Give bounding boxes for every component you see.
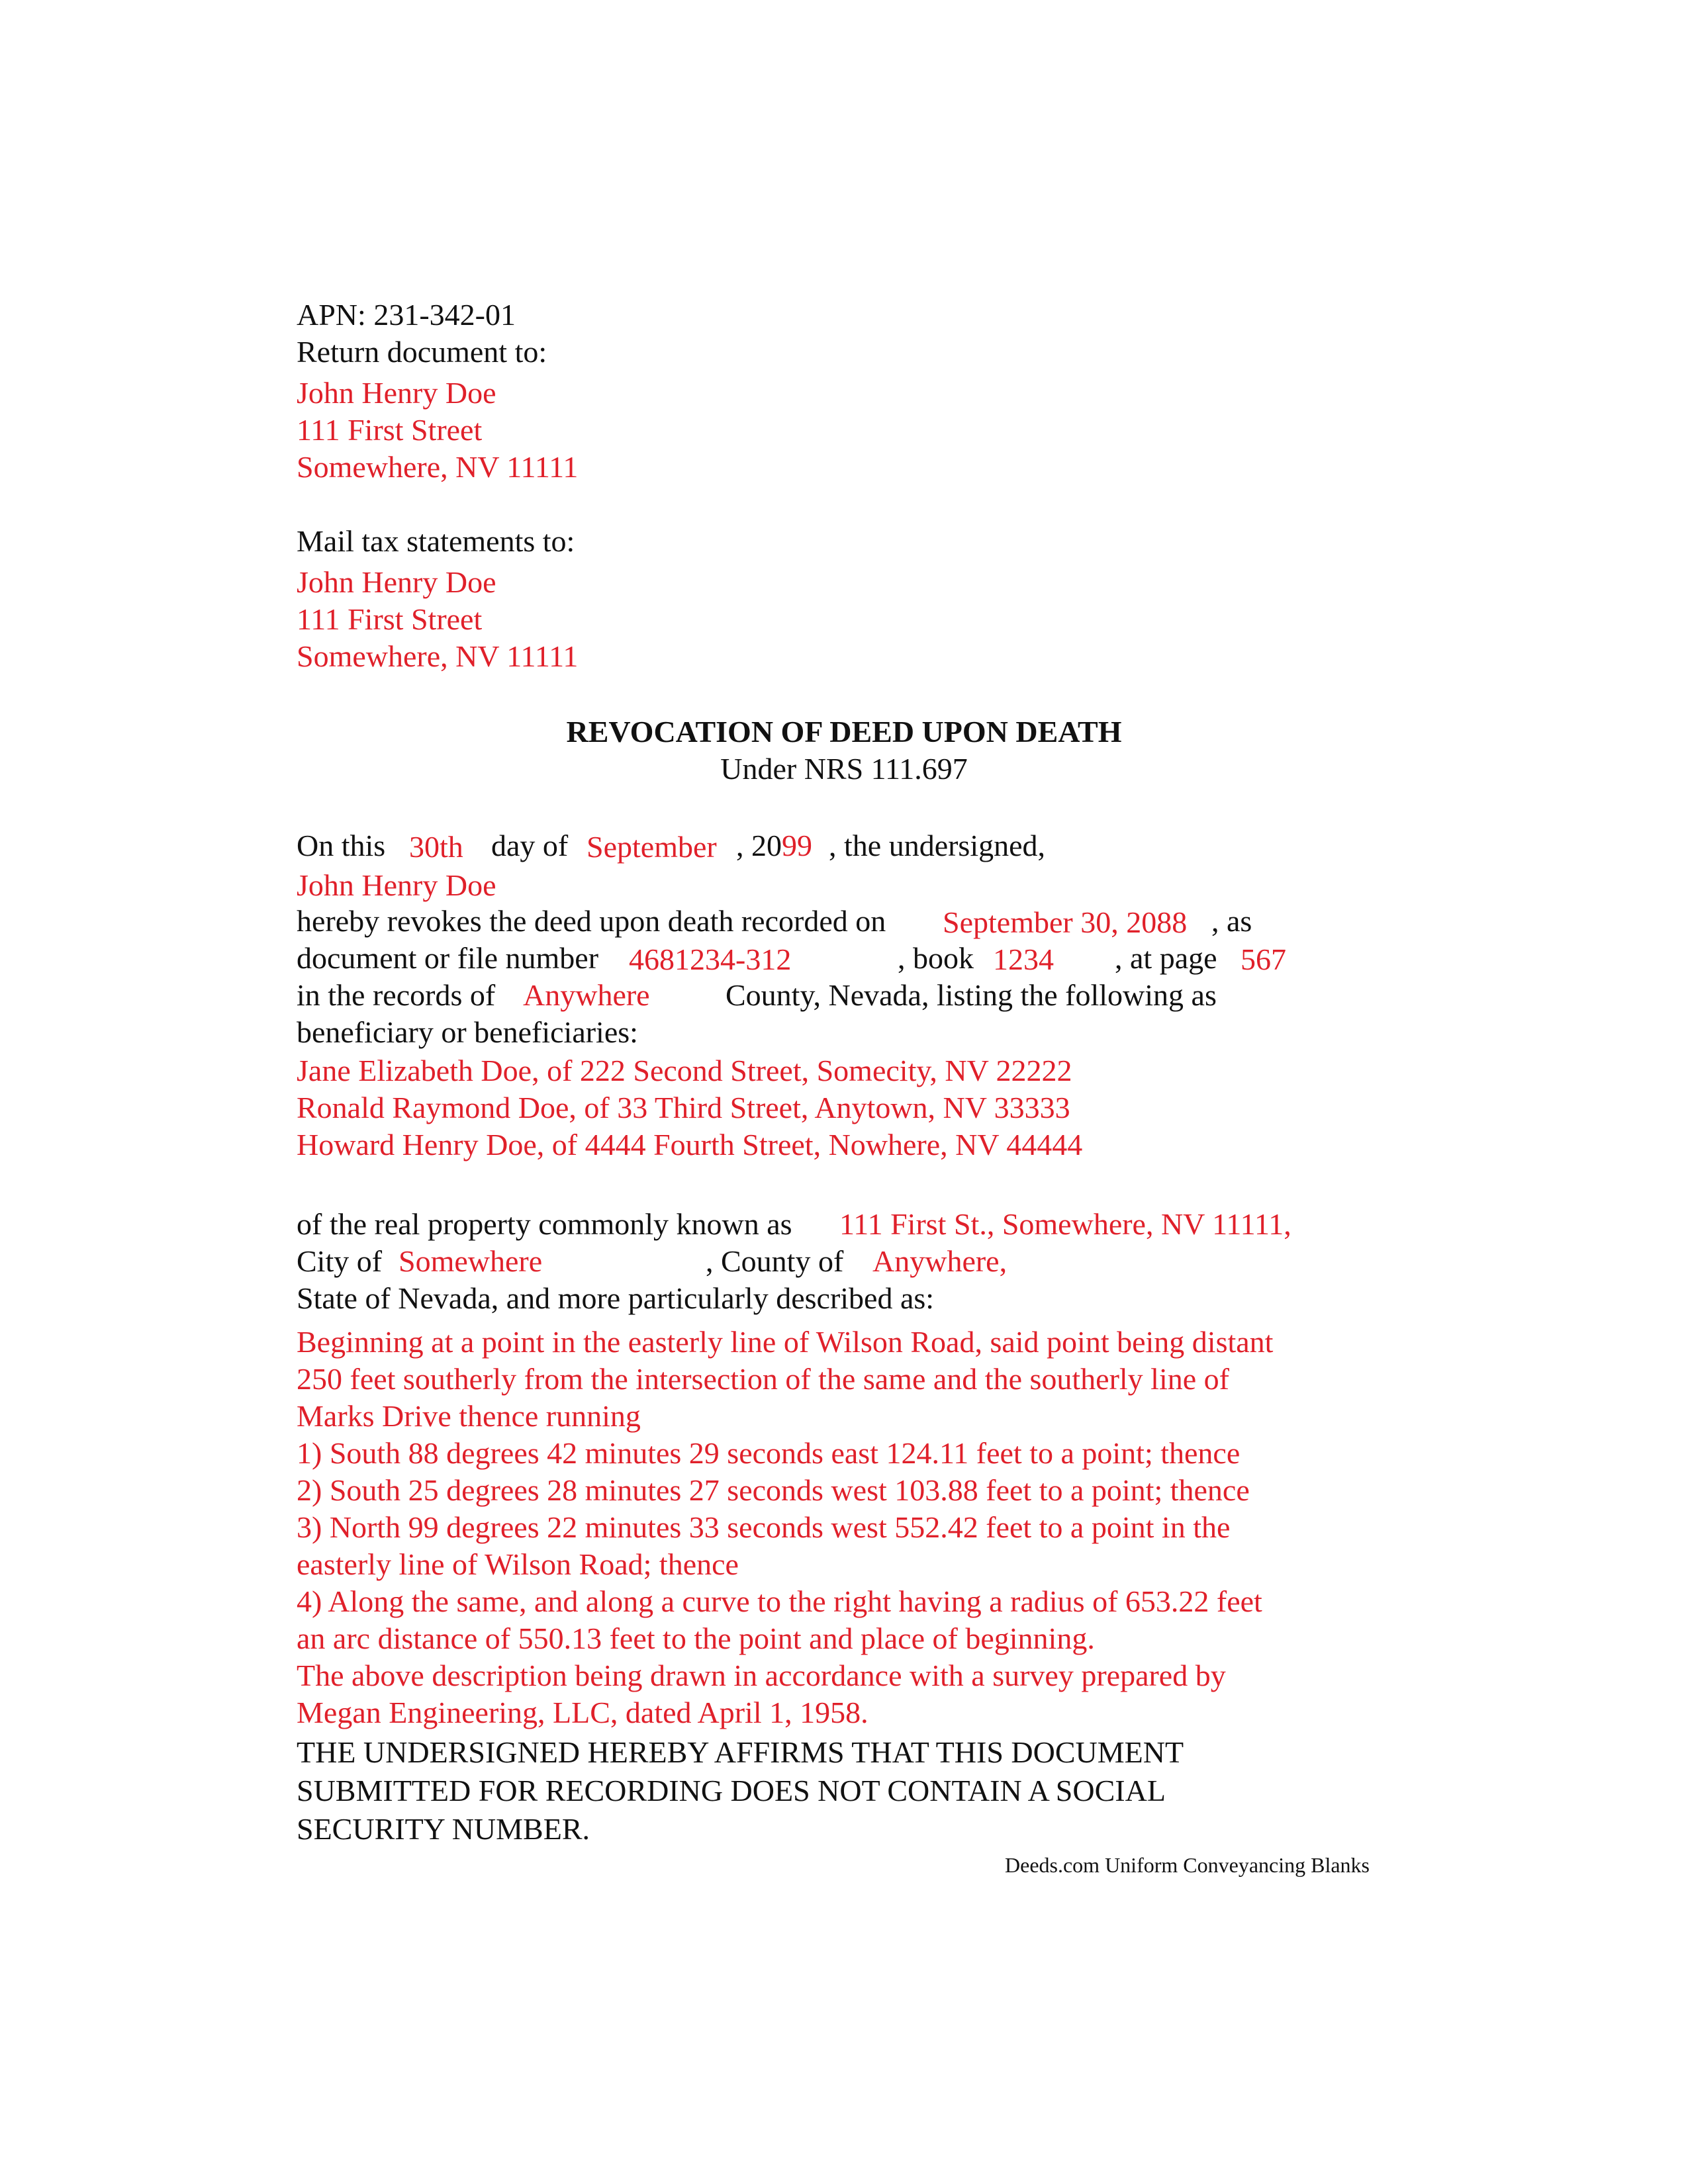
beneficiary-item: Ronald Raymond Doe, of 33 Third Street, Anytown, NV 33333	[297, 1091, 1070, 1124]
page-label: , at page	[1115, 941, 1217, 975]
apn-label: APN:	[297, 298, 366, 332]
affirmation-line: SECURITY NUMBER.	[297, 1812, 590, 1846]
legal-line: Megan Engineering, LLC, dated April 1, 1958.	[297, 1696, 868, 1729]
county-value: Anywhere	[523, 978, 650, 1012]
legal-line: 4) Along the same, and along a curve to the right having a radius of 653.22 feet	[297, 1584, 1262, 1618]
revokes-text: hereby revokes the deed upon death recorded on	[297, 904, 886, 938]
apn-value: 231-342-01	[373, 298, 516, 332]
day-of-label: day of	[491, 829, 569, 862]
day-value: 30th	[409, 830, 463, 864]
year-prefix: , 20	[736, 829, 782, 862]
on-this-label: On this	[297, 829, 386, 862]
county-text: County, Nevada, listing the following as	[726, 978, 1217, 1012]
mail-city: Somewhere, NV 11111	[297, 639, 579, 673]
undersigned-label: , the undersigned,	[829, 829, 1046, 862]
mail-street: 111 First Street	[297, 602, 483, 636]
beneficiary-item: Jane Elizabeth Doe, of 222 Second Street, Somecity, NV 22222	[297, 1054, 1072, 1087]
mail-name: John Henry Doe	[297, 565, 496, 599]
legal-line: Beginning at a point in the easterly line of Wilson Road, said point being distant	[297, 1325, 1274, 1359]
property-label: of the real property commonly known as	[297, 1207, 792, 1241]
footer-text: Deeds.com Uniform Conveyancing Blanks	[1005, 1853, 1370, 1877]
document-title: REVOCATION OF DEED UPON DEATH	[566, 715, 1122, 749]
year-value: 99	[782, 829, 812, 862]
year-line	[736, 827, 812, 864]
affirmation-line: THE UNDERSIGNED HEREBY AFFIRMS THAT THIS DOCUMENT	[297, 1735, 1184, 1769]
affirmation-line: SUBMITTED FOR RECORDING DOES NOT CONTAIN A SOCIAL	[297, 1774, 1166, 1807]
return-name: John Henry Doe	[297, 376, 496, 410]
legal-line: The above description being drawn in accordance with a survey prepared by	[297, 1659, 1226, 1692]
page-value: 567	[1241, 942, 1286, 976]
beneficiaries-label: beneficiary or beneficiaries:	[297, 1015, 638, 1049]
return-label: Return document to:	[297, 335, 547, 369]
city-value: Somewhere	[399, 1244, 543, 1278]
legal-line: 250 feet southerly from the intersection of the same and the southerly line of	[297, 1362, 1229, 1396]
legal-line: 2) South 25 degrees 28 minutes 27 seconds west 103.88 feet to a point; thence	[297, 1473, 1250, 1507]
grantor-name: John Henry Doe	[297, 868, 496, 902]
mail-label: Mail tax statements to:	[297, 524, 575, 558]
records-label: in the records of	[297, 978, 496, 1012]
book-value: 1234	[993, 942, 1054, 976]
city-label: City of	[297, 1244, 383, 1278]
book-label: , book	[898, 941, 974, 975]
legal-line: 1) South 88 degrees 42 minutes 29 seconds east 124.11 feet to a point; thence	[297, 1436, 1241, 1470]
recorded-date: September 30, 2088	[943, 905, 1188, 939]
state-text: State of Nevada, and more particularly described as:	[297, 1281, 935, 1315]
legal-line: 3) North 99 degrees 22 minutes 33 seconds west 552.42 feet to a point in the	[297, 1510, 1231, 1544]
return-city: Somewhere, NV 11111	[297, 450, 579, 484]
county-of-label: , County of	[706, 1244, 844, 1278]
legal-line: Marks Drive thence running	[297, 1399, 641, 1433]
apn-line	[297, 296, 516, 334]
return-street: 111 First Street	[297, 413, 483, 447]
month-value: September	[586, 830, 717, 864]
property-address: 111 First St., Somewhere, NV 11111,	[839, 1207, 1291, 1241]
legal-line: an arc distance of 550.13 feet to the point and place of beginning.	[297, 1621, 1095, 1655]
legal-line: easterly line of Wilson Road; thence	[297, 1547, 739, 1581]
document-subtitle: Under NRS 111.697	[720, 752, 968, 786]
beneficiary-item: Howard Henry Doe, of 4444 Fourth Street, Nowhere, NV 44444	[297, 1128, 1083, 1161]
as-text: , as	[1211, 904, 1252, 938]
county-of-value: Anywhere,	[872, 1244, 1008, 1278]
doc-number: 4681234-312	[629, 942, 792, 976]
doc-number-label: document or file number	[297, 941, 599, 975]
